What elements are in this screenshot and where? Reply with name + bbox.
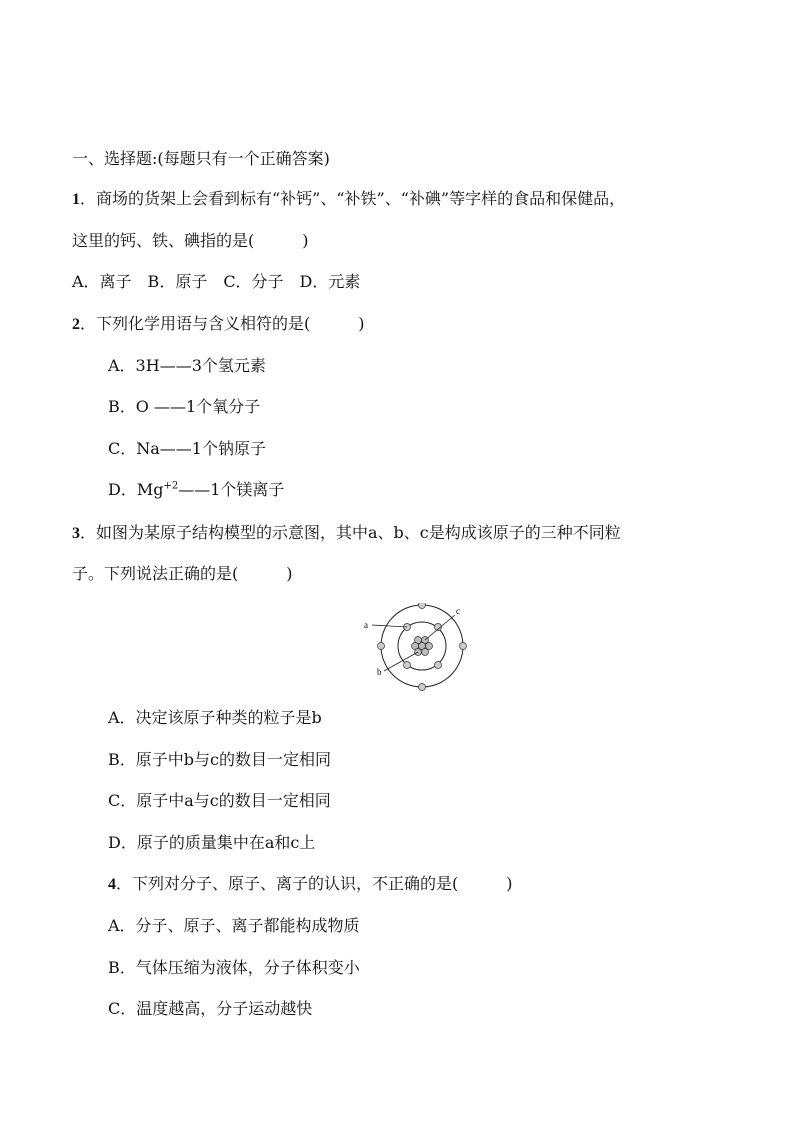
question-3-text-1: ．如图为某原子结构模型的示意图，其中a、b、c是构成该原子的三种不同粒 <box>80 523 621 542</box>
option-d-prefix: D．Mg <box>108 480 164 499</box>
diagram-label-a: a <box>364 620 368 630</box>
section-title: 一、选择题:(每题只有一个正确答案) <box>72 149 330 168</box>
question-3-option-a: A．决定该原子种类的粒子是b <box>108 708 322 727</box>
question-1-line-1 <box>72 188 625 211</box>
question-3-number: 3 <box>72 525 80 542</box>
question-4-option-c: C．温度越高，分子运动越快 <box>108 999 313 1018</box>
question-2-option-d <box>108 479 284 501</box>
question-3-line-1 <box>72 522 621 545</box>
question-3-option-b: B．原子中b与c的数目一定相同 <box>108 750 331 769</box>
question-2-number: 2 <box>72 316 80 333</box>
option-d-suffix: ——1个镁离子 <box>178 480 285 499</box>
question-4-option-a: A．分子、原子、离子都能构成物质 <box>108 916 360 935</box>
question-3-option-c: C．原子中a与c的数目一定相同 <box>108 791 331 810</box>
question-3-line-2: 子。下列说法正确的是( ) <box>72 564 293 583</box>
question-2-option-c: C．Na——1个钠原子 <box>108 439 266 458</box>
diagram-label-c: c <box>456 606 460 616</box>
question-4-number: 4 <box>108 876 116 893</box>
question-2-text: ．下列化学用语与含义相符的是( ) <box>80 314 365 333</box>
question-4-stem <box>108 873 513 896</box>
nucleus <box>412 637 433 656</box>
question-1-text-1: ．商场的货架上会看到标有“补钙”、“补铁”、“补碘”等字样的食品和保健品， <box>80 189 626 208</box>
charge-superscript: +2 <box>163 480 179 492</box>
question-4-option-b: B．气体压缩为液体，分子体积变小 <box>108 958 360 977</box>
question-1-number: 1 <box>72 191 80 208</box>
atom-structure-diagram <box>362 603 474 693</box>
question-1-line-2: 这里的钙、铁、碘指的是( ) <box>72 231 309 250</box>
question-1-options: A．离子 B．原子 C．分子 D．元素 <box>72 272 361 291</box>
question-3-option-d: D．原子的质量集中在a和c上 <box>108 833 316 852</box>
question-4-text: ．下列对分子、原子、离子的认识，不正确的是( ) <box>116 874 513 893</box>
diagram-label-b: b <box>377 667 382 677</box>
question-2-stem <box>72 313 365 336</box>
question-2-option-b: B．O ——1个氧分子 <box>108 397 261 416</box>
question-2-option-a: A．3H——3个氢元素 <box>108 356 266 375</box>
